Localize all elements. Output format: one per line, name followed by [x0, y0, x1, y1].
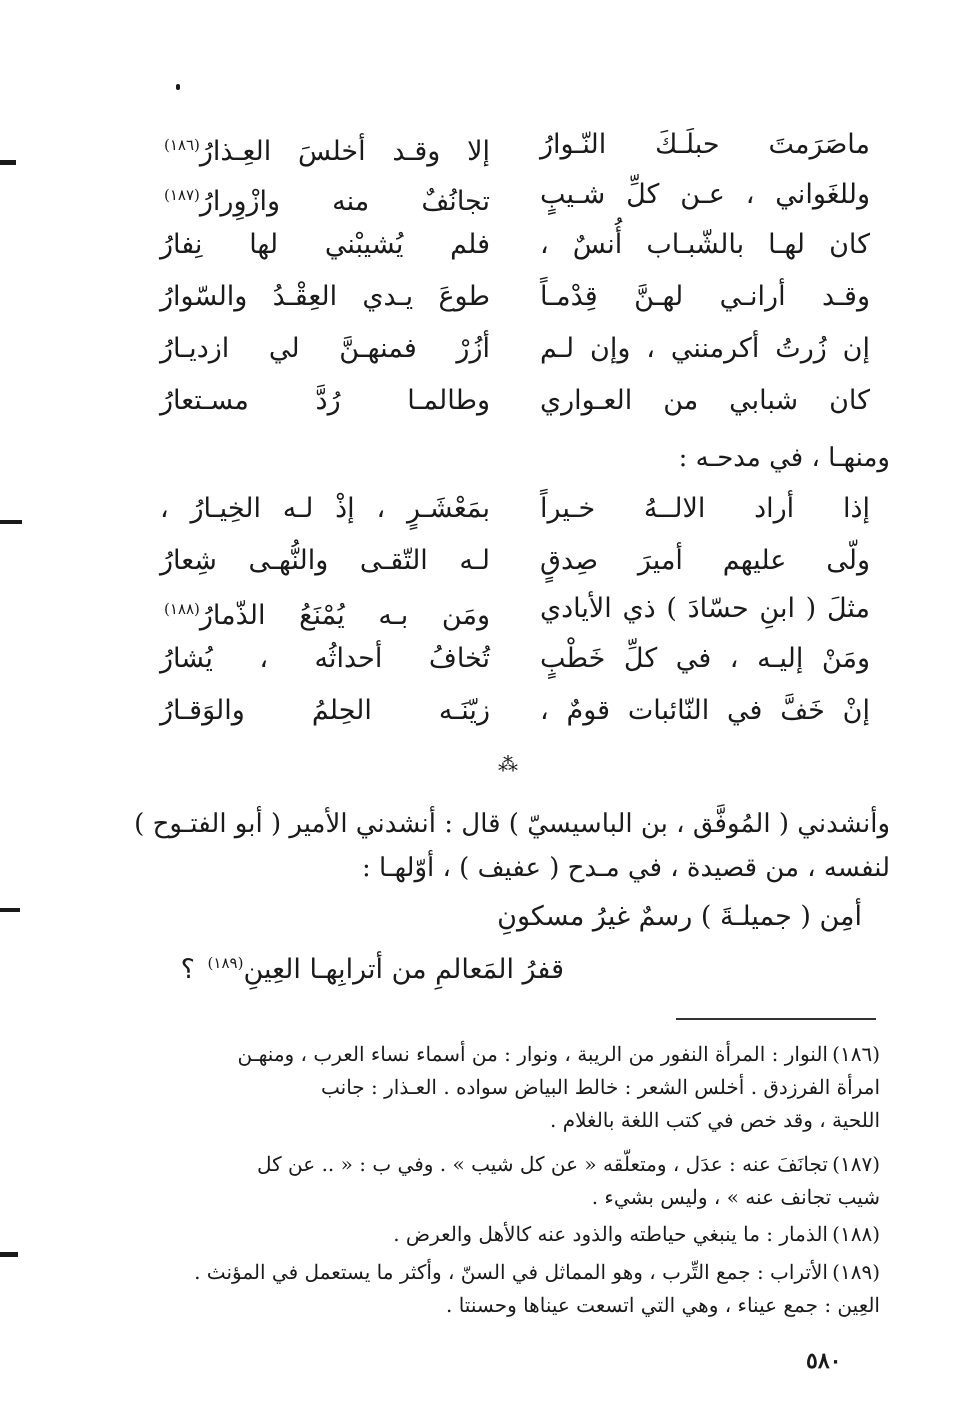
footnote-text: شيب تجانف عنه » ، وليس بشيء . [591, 1185, 880, 1209]
verse-second-hemistich: أزُرْ فمنهـنَّ لي ازديـارُ [160, 333, 490, 364]
scan-edge-mark [0, 908, 20, 912]
footnote-188 [130, 1218, 880, 1251]
footnote-number: (١٨٨) [832, 1222, 880, 1246]
verse-second-hemistich: زيّنَـه الحِلمُ والوَقـارُ [160, 695, 490, 726]
verse-first-hemistich: وللغَواني ، عـن كلِّ شـيبٍ [540, 179, 870, 210]
verse-first-hemistich: كان لهـا بالشّبـاب أُنسٌ ، [540, 229, 870, 260]
footnote-187 [130, 1148, 880, 1214]
footnote-text: اللحية ، وقد خص في كتب اللغة بالغلام . [550, 1108, 880, 1132]
verse-line [130, 170, 870, 220]
verse-second-hemistich: إلا وقـد أخلسَ العِـذارُ$^{(١٨٦)}$ [164, 136, 490, 167]
verse-second-hemistich: بمَعْشَـرٍ ، إذْ لـه الخِيـارُ ، [160, 493, 490, 524]
scan-edge-mark [0, 520, 22, 524]
footnote-text: تجانَفَ عنه : عدَل ، ومتعلّقه « عن كل شيب » . وفي ب : « .. عن كل [257, 1152, 828, 1176]
footnote-text: الذمار : ما ينبغي حياطته والذود عنه كالأهل والعرض . [393, 1222, 828, 1246]
verse-first-hemistich: ولّى عليهم أميرَ صِدقٍ [540, 545, 870, 576]
question-mark: ؟ [180, 954, 195, 985]
footnote-text: امرأة الفرزدق . أخلس الشعر : خالط البياض سواده . العـذار : جانب [320, 1075, 880, 1099]
footnote-number: (١٨٦) [832, 1042, 880, 1066]
footnote-ref: (١٨٩) [207, 954, 244, 972]
verse-line [130, 376, 870, 426]
verse-second-hemistich: تُخافُ أحداثُه ، يُشارُ [160, 643, 490, 674]
verse-first-hemistich: إن زُرتُ أكرمنني ، وإن لـم [540, 333, 870, 364]
closing-verse-second: قفرُ المَعالمِ من أترابِهـا العِينِ$^{(١٨٩)}$ ؟ [180, 954, 564, 985]
ink-dot [176, 84, 180, 90]
scan-edge-mark [0, 160, 16, 165]
verse-second-hemistich: طوعَ يـدي العِقْـدُ والسّوارُ [160, 281, 490, 312]
footnote-text: النوار : المرأة النفور من الريبة ، ونوار : من أسماء نساء العرب ، ومنهـن [237, 1042, 828, 1066]
section-intro: ومنهـا ، في مدحـه : [678, 443, 890, 473]
footnote-186 [130, 1038, 880, 1137]
verse-line [130, 324, 870, 374]
verse-first-hemistich: ماصَرَمتَ حبلَـكَ النّـوارُ [540, 129, 870, 160]
verse-line [130, 220, 870, 270]
scan-edge-mark [0, 1252, 18, 1257]
footnote-number: (١٨٧) [832, 1152, 880, 1176]
verse-second-hemistich: فلم يُشيبْني لها نِفارُ [160, 229, 490, 260]
verse-first-hemistich: إنْ خَفَّ في النّائبات قومٌ ، [540, 695, 870, 726]
verse-first-hemistich: ومَنْ إليـه ، في كلِّ خَطْبٍ [540, 643, 870, 674]
verse-second-hemistich: وطالمـا رُدَّ مسـتعارُ [160, 385, 490, 416]
footnote-ref: (١٨٦) [164, 136, 200, 154]
verse-first-hemistich: كان شبابي من العـواري [540, 385, 870, 416]
verse-line [130, 584, 870, 634]
verse-second-hemistich: ومَن بـه يُمْنَعُ الذّمارُ$^{(١٨٨)}$ [164, 600, 490, 631]
footnote-divider [676, 1018, 876, 1020]
footnote-number: (١٨٩) [832, 1260, 880, 1284]
footnote-ref: (١٨٨) [164, 600, 200, 618]
footnote-189 [130, 1256, 880, 1322]
verse-first-hemistich: مثلَ ( ابنِ حسّادَ ) ذي الأيادي [540, 593, 870, 624]
verse-first-hemistich: وقـد أرانـي لهـنَّ قِدْمـاً [540, 281, 870, 312]
closing-verse-first: أمِن ( جميلـةَ ) رسمٌ غيرُ مسكونِ [497, 901, 862, 932]
verse-line [130, 272, 870, 322]
page-number: ٥٨٠ [806, 1348, 842, 1374]
verse-line [130, 686, 870, 736]
verse-first-hemistich: إذا أراد الالــهُ خـيراً [540, 493, 870, 524]
verse-second-hemistich: تجانُفٌ منه وازْوِرارُ$^{(١٨٧)}$ [164, 186, 490, 217]
verse-line [130, 120, 870, 170]
prose-line: لنفسه ، من قصيدة ، في مـدح ( عفيف ) ، أوّلهـا : [362, 853, 890, 883]
footnote-text: العِين : جمع عيناء ، وهي التي اتسعت عيناها وحسنتا . [445, 1293, 880, 1317]
verse-second-hemistich: لـه التّقـى والنُّهـى شِعارُ [160, 545, 490, 576]
prose-line: وأنشدني ( المُوفَّق ، بن الباسيسيّ ) قال : أنشدني الأمير ( أبو الفتـوح ) [134, 809, 890, 839]
verse-line [130, 484, 870, 534]
section-separator-stars: ⁂ [498, 752, 514, 776]
verse-line [130, 536, 870, 586]
footnote-text: الأتراب : جمع التِّرب ، وهو المماثل في السنّ ، وأكثر ما يستعمل في المؤنث . [194, 1260, 828, 1284]
verse-line [130, 634, 870, 684]
footnote-ref: (١٨٧) [164, 186, 200, 204]
